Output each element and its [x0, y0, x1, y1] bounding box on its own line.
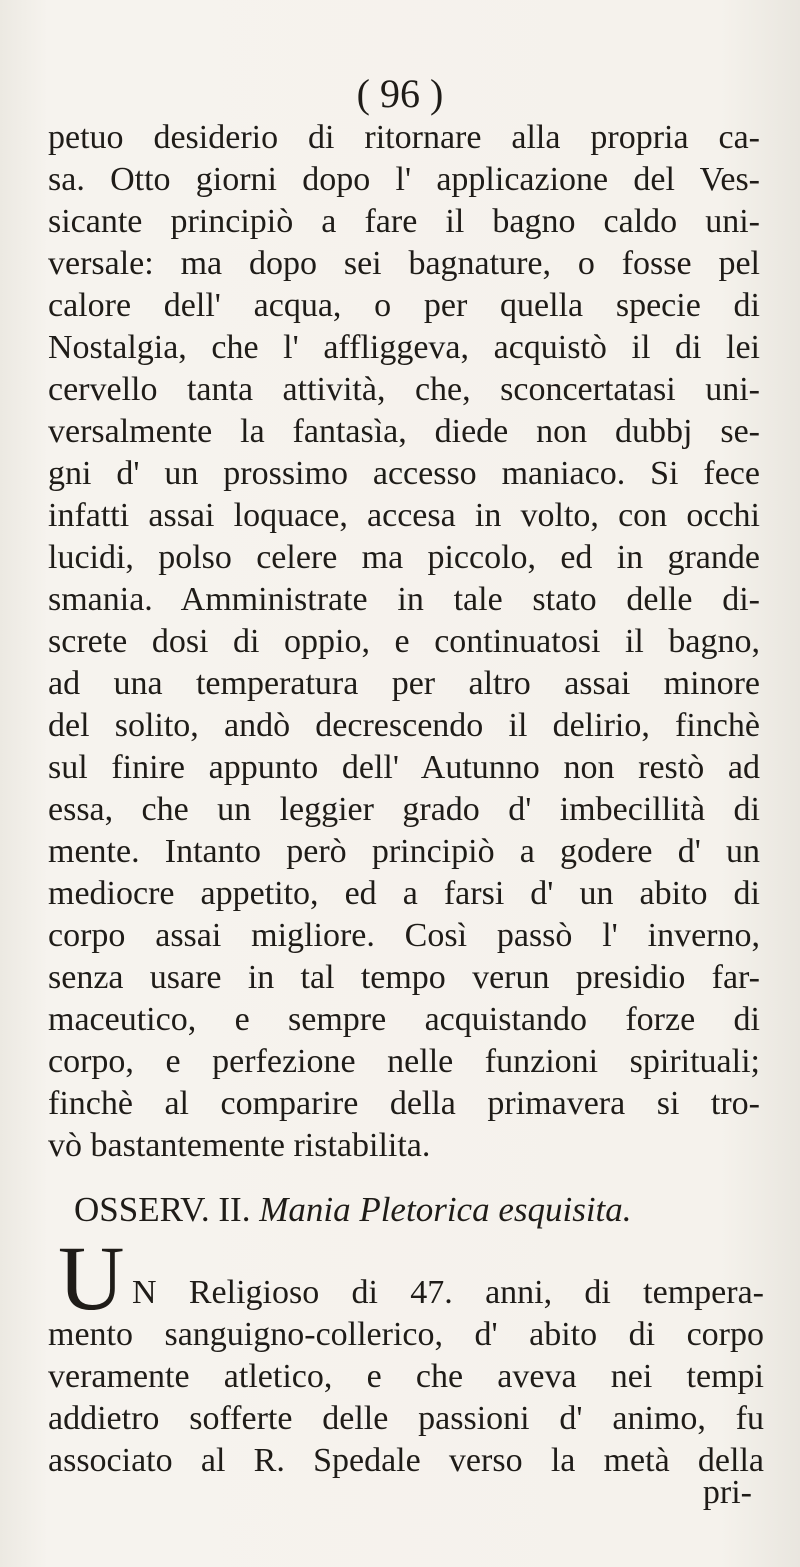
text-line: sa. Otto giorni dopo l' applicazione del Ves-: [48, 161, 760, 198]
text-line: veramente atletico, e che aveva nei tempi: [48, 1358, 764, 1395]
text-line: vò bastantemente ristabilita.: [48, 1127, 431, 1164]
page-number: ( 96 ): [356, 71, 444, 116]
observation-title: Mania Pletorica esquisita.: [259, 1190, 632, 1229]
text-line: del solito, andò decrescendo il delirio, finchè: [48, 707, 760, 744]
text-line: corpo assai migliore. Così passò l' inverno,: [48, 917, 760, 954]
text-line: gni d' un prossimo accesso maniaco. Si fece: [48, 455, 760, 492]
catchword: pri-: [702, 1474, 752, 1511]
text-line: senza usare in tal tempo verun presidio far-: [48, 959, 760, 996]
drop-cap-letter: U: [58, 1227, 125, 1329]
text-line: smania. Amministrate in tale stato delle di-: [48, 581, 760, 618]
text-line: screte dosi di oppio, e continuatosi il bagno,: [48, 623, 760, 660]
text-line: mento sanguigno-collerico, d' abito di corpo: [48, 1316, 764, 1353]
text-line: associato al R. Spedale verso la metà della: [48, 1442, 764, 1479]
section-heading: [74, 1188, 734, 1232]
text-line: sicante principiò a fare il bagno caldo uni-: [48, 203, 760, 240]
text-line: versale: ma dopo sei bagnature, o fosse pel: [48, 245, 760, 282]
text-line: versalmente la fantasìa, diede non dubbj se-: [48, 413, 760, 450]
text-line: mediocre appetito, ed a farsi d' un abito di: [48, 875, 760, 912]
text-line: cervello tanta attività, che, sconcertatasi uni-: [48, 371, 760, 408]
text-line: N Religioso di 47. anni, di tempera-: [132, 1274, 764, 1311]
second-section-text: [48, 1272, 764, 1482]
text-line: petuo desiderio di ritornare alla propria ca-: [48, 119, 760, 156]
text-line: lucidi, polso celere ma piccolo, ed in grande: [48, 539, 760, 576]
text-line: essa, che un leggier grado d' imbecillità di: [48, 791, 760, 828]
text-line: finchè al comparire della primavera si tro-: [48, 1085, 760, 1122]
observation-label: OSSERV. II.: [74, 1190, 251, 1229]
text-line: ad una temperatura per altro assai minore: [48, 665, 760, 702]
text-line: calore dell' acqua, o per quella specie di: [48, 287, 760, 324]
text-line: addietro sofferte delle passioni d' animo, fu: [48, 1400, 764, 1437]
text-line: maceutico, e sempre acquistando forze di: [48, 1001, 760, 1038]
text-line: infatti assai loquace, accesa in volto, con occhi: [48, 497, 760, 534]
text-line: corpo, e perfezione nelle funzioni spirituali;: [48, 1043, 760, 1080]
text-line: sul finire appunto dell' Autunno non restò ad: [48, 749, 760, 786]
text-line: mente. Intanto però principiò a godere d' un: [48, 833, 760, 870]
body-text: [48, 117, 760, 1167]
text-line: Nostalgia, che l' affliggeva, acquistò il di lei: [48, 329, 760, 366]
